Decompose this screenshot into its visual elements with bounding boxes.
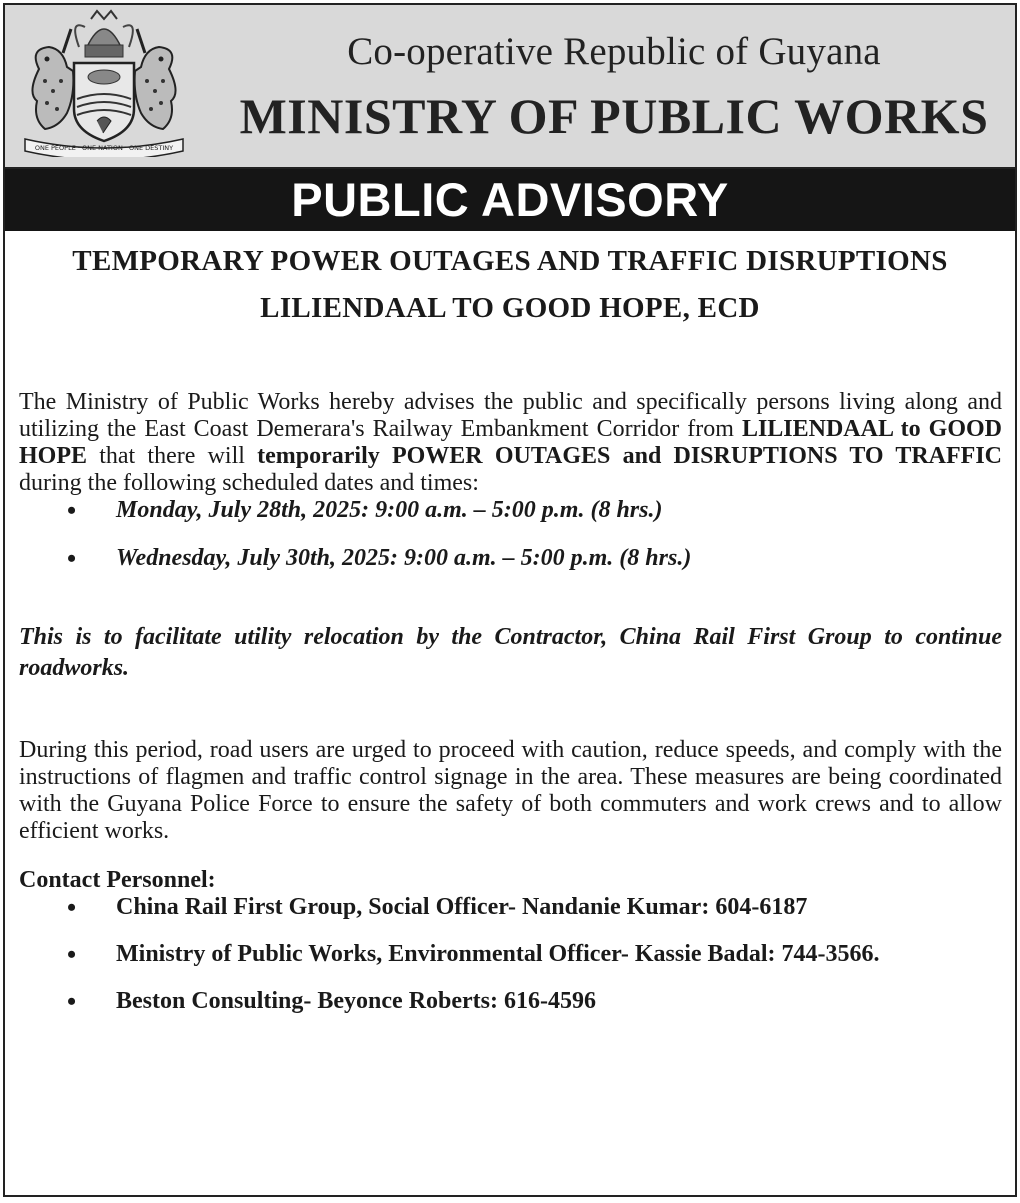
contact-text: Beston Consulting- Beyonce Roberts: 616-4596: [116, 988, 596, 1014]
intro-text-3: during the following scheduled dates and times:: [19, 470, 479, 496]
bullet-icon: •: [67, 940, 77, 969]
advisory-banner: PUBLIC ADVISORY: [5, 169, 1015, 231]
intro-text-2: that there will: [87, 443, 258, 469]
caution-paragraph: During this period, road users are urged to proceed with caution, reduce speeds, and comply with the instructions of flagmen and traffic control signage in the area. These measures are being coordinated with the Guyana Police Force to ensure the safety of both commuters and work crews and to allow efficient works.: [19, 737, 1002, 844]
header: [5, 5, 1015, 169]
contact-item: [19, 894, 1002, 921]
country-name: Co-operative Republic of Guyana: [347, 30, 881, 73]
schedule-item: [19, 497, 1002, 524]
schedule-text: Monday, July 28th, 2025: 9:00 a.m. – 5:00 p.m. (8 hrs.): [116, 497, 663, 523]
schedule-list: [19, 497, 1002, 572]
intro-location-bold: LILIENDAAL to GOOD HOPE: [19, 416, 1003, 469]
bullet-icon: •: [67, 987, 77, 1016]
contact-text: Ministry of Public Works, Environmental Officer- Kassie Badal: 744-3566.: [116, 941, 880, 967]
purpose-paragraph: This is to facilitate utility relocation by the Contractor, China Rail First Group to continue roadworks.: [19, 624, 1002, 681]
advisory-title: TEMPORARY POWER OUTAGES AND TRAFFIC DISRUPTIONS: [72, 245, 948, 277]
schedule-text: Wednesday, July 30th, 2025: 9:00 a.m. – 5:00 p.m. (8 hrs.): [116, 545, 692, 571]
contact-text: China Rail First Group, Social Officer- Nandanie Kumar: 604-6187: [116, 894, 808, 920]
contact-list: [19, 894, 1002, 1015]
intro-outage-bold: temporarily POWER OUTAGES and DISRUPTIONS TO TRAFFIC: [257, 443, 1002, 469]
ministry-name: MINISTRY OF PUBLIC WORKS: [239, 88, 989, 144]
bullet-icon: •: [67, 893, 77, 922]
bullet-icon: •: [67, 496, 77, 525]
advisory-page: [3, 3, 1017, 1197]
bullet-icon: •: [67, 544, 77, 573]
advisory-location: LILIENDAAL TO GOOD HOPE, ECD: [260, 292, 760, 324]
svg-text:ONE PEOPLE · ONE NATION · ONE: ONE PEOPLE · ONE NATION · ONE DESTINY: [34, 144, 174, 152]
contact-item: [19, 988, 1002, 1015]
contact-item: [19, 941, 1002, 968]
intro-text-1: The Ministry of Public Works hereby advises the public and specifically persons living along and utilizing the East Coast Demerara's Railway Embankment Corridor from: [19, 389, 1002, 442]
contact-heading: Contact Personnel:: [19, 867, 216, 893]
schedule-item: [19, 545, 1002, 572]
guyana-coat-of-arms-icon: [19, 9, 189, 157]
advisory-body: [5, 389, 1015, 1015]
intro-paragraph: [19, 389, 1002, 497]
